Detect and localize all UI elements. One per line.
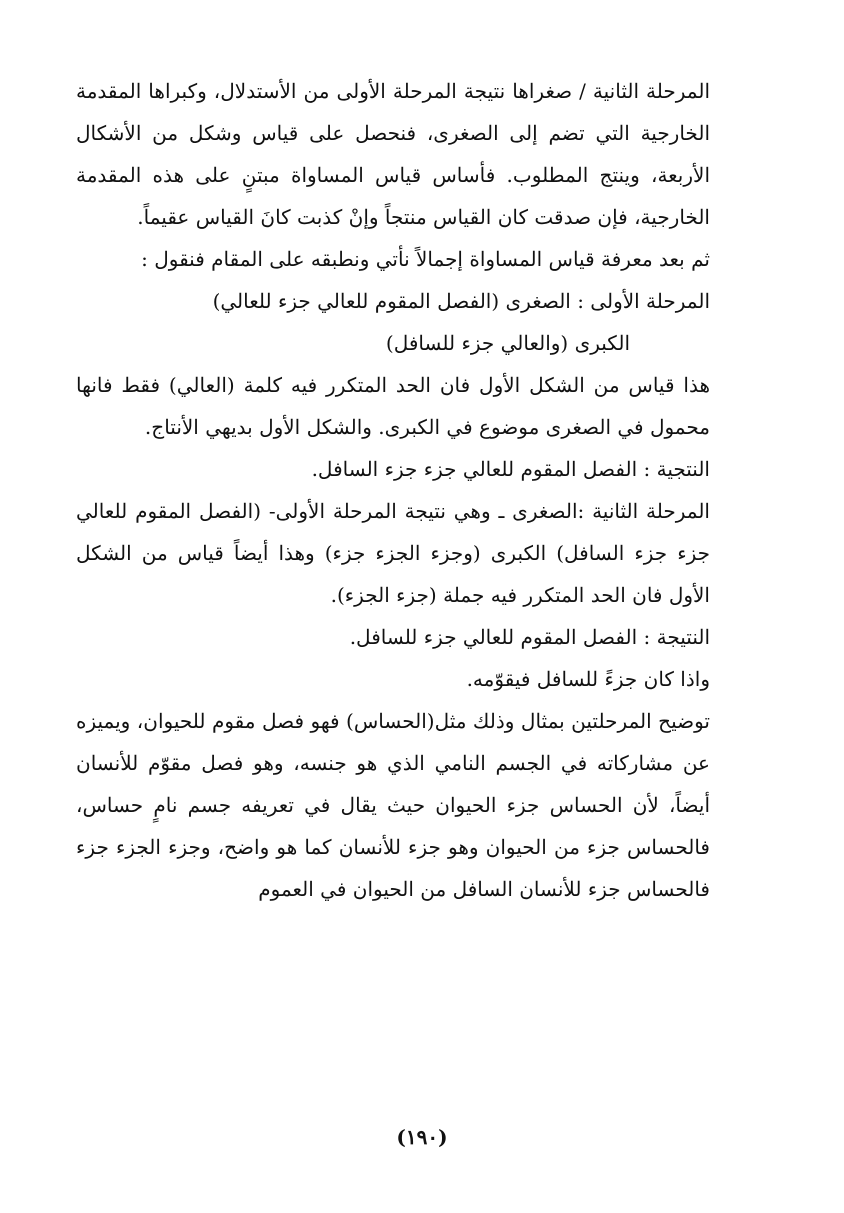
paragraph-first-figure-note: هذا قياس من الشكل الأول فان الحد المتكرر فيه كلمة (العالي) فقط فانها محمول في الصغرى موضوع في الكبرى. والشكل الأول بديهي الأنتاج.	[76, 373, 710, 439]
paragraph-result-two: النتيجة : الفصل المقوم للعالي جزء للسافل.	[349, 625, 710, 649]
paragraph-stage-two-intro: المرحلة الثانية / صغراها نتيجة المرحلة الأولى من الأستدلال، وكبراها المقدمة الخارجية التي تضم إلى الصغرى، فنحصل على قياس وشكل من الأشكال الأربعة، وينتج المطلوب. فأساس قياس المساواة مبتنٍ على هذه المقدمة الخارجية، فإن صدقت كان القياس منتجاً وإنْ كذبت كانَ القياس عقيماً.	[76, 79, 710, 229]
paragraph-constitutes: واذا كان جزءً للسافل فيقوّمه.	[466, 667, 710, 691]
paragraph-stage-two: المرحلة الثانية :الصغرى ـ وهي نتيجة المرحلة الأولى- (الفصل المقوم للعالي جزء جزء السافل) الكبرى (وجزء الجزء جزء) وهذا أيضاً قياس من الشكل الأول فان الحد المتكرر فيه جملة (جزء الجزء).	[76, 499, 710, 607]
paragraph-result-one: النتجية : الفصل المقوم للعالي جزء جزء السافل.	[311, 457, 710, 481]
paragraph-stage-one-major: الكبرى (والعالي جزء للسافل)	[385, 331, 630, 355]
paragraph-apply-intro: ثم بعد معرفة قياس المساواة إجمالاً نأتي ونطبقه على المقام فنقول :	[141, 247, 710, 271]
paragraph-stage-one-minor: المرحلة الأولى : الصغرى (الفصل المقوم للعالي جزء للعالي)	[212, 289, 710, 313]
paragraph-example: توضيح المرحلتين بمثال وذلك مثل(الحساس) فهو فصل مقوم للحيوان، ويميزه عن مشاركاته في الجسم النامي الذي هو جنسه، وهو فصل مقوّم للأنسان أيضاً، لأن الحساس جزء الحيوان حيث يقال في تعريفه جسم نامٍ حساس، فالحساس جزء من الحيوان وهو جزء للأنسان كما هو واضح، وجزء الجزء جزء فالحساس جزء للأنسان السافل من الحيوان في العموم	[76, 709, 710, 901]
page-number: (١٩٠)	[396, 1125, 448, 1149]
body-text	[76, 70, 762, 910]
